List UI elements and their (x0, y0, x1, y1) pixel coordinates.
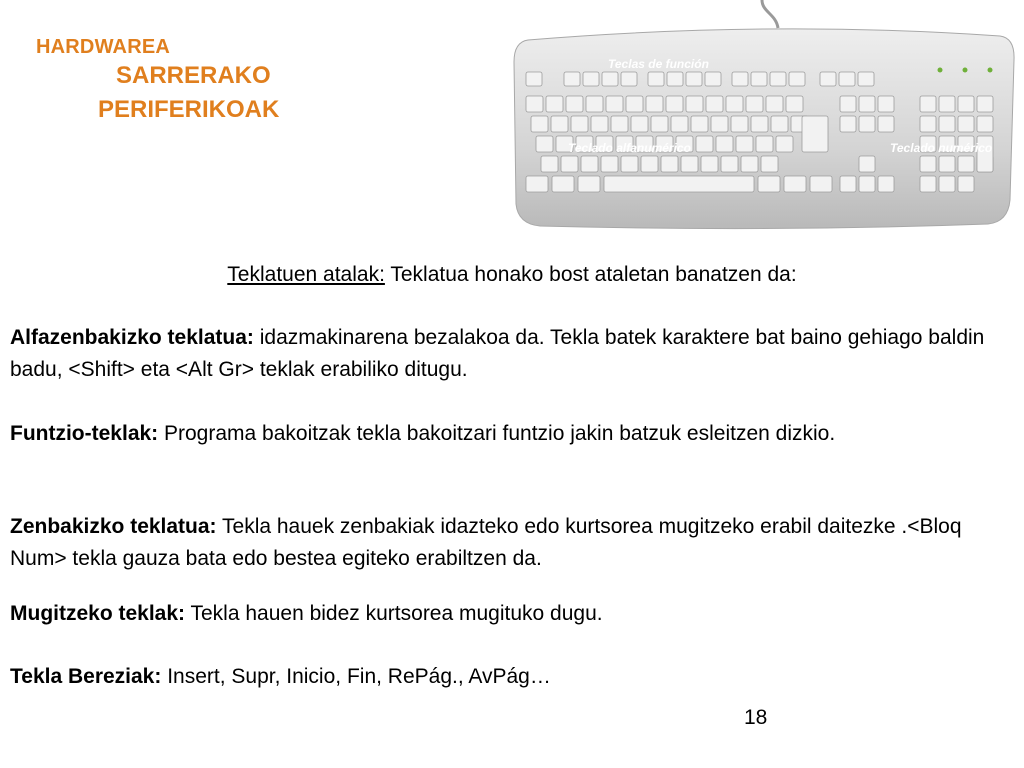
section-term: Funtzio-teklak: (10, 422, 159, 445)
key (691, 116, 708, 132)
key (526, 96, 543, 112)
key (751, 72, 767, 86)
key (958, 96, 974, 112)
key (661, 156, 678, 172)
key (859, 96, 875, 112)
key (646, 96, 663, 112)
section-navigation-keys (10, 598, 1000, 630)
led-icon (938, 68, 943, 73)
page-number: 18 (744, 706, 768, 729)
key (878, 96, 894, 112)
key (651, 116, 668, 132)
key (920, 96, 936, 112)
key (526, 72, 542, 86)
section-function-keys (10, 418, 1000, 450)
key (571, 116, 588, 132)
key (784, 176, 806, 192)
key (958, 176, 974, 192)
section-text: idazmakinarena bezalakoa da. Tekla batek karaktere bat baino gehiago baldin badu, <Shift> eta <Alt Gr> teklak erabiliko ditugu. (10, 326, 985, 381)
key (705, 72, 721, 86)
key (671, 116, 688, 132)
key (666, 96, 683, 112)
key (546, 96, 563, 112)
key (958, 156, 974, 172)
key (732, 72, 748, 86)
subtitle (0, 263, 1024, 287)
key (858, 72, 874, 86)
key (840, 116, 856, 132)
key (920, 156, 936, 172)
key (526, 176, 548, 192)
key (802, 116, 828, 152)
key (686, 96, 703, 112)
key (541, 156, 558, 172)
key (531, 116, 548, 132)
key (840, 96, 856, 112)
section-heading: HARDWAREA (36, 36, 171, 58)
section-text: Tekla hauen bidez kurtsorea mugituko dugu. (185, 602, 603, 625)
key (552, 176, 574, 192)
section-special-keys (10, 661, 1000, 693)
key (977, 96, 993, 112)
key (939, 116, 955, 132)
key (606, 96, 623, 112)
key (839, 72, 855, 86)
key (736, 136, 753, 152)
key (758, 176, 780, 192)
key (681, 156, 698, 172)
key (586, 96, 603, 112)
label-function-keys: Teclas de función (608, 57, 709, 71)
key (810, 176, 832, 192)
key (859, 176, 875, 192)
key (786, 96, 803, 112)
key (551, 116, 568, 132)
section-term: Alfazenbakizko teklatua: (10, 326, 254, 349)
key (761, 156, 778, 172)
subtitle-label: Teklatuen atalak: (227, 263, 385, 286)
key (920, 116, 936, 132)
key (878, 116, 894, 132)
key (611, 116, 628, 132)
key (591, 116, 608, 132)
key (756, 136, 773, 152)
key (601, 156, 618, 172)
key (741, 156, 758, 172)
section-numeric (10, 511, 1000, 575)
key (536, 136, 553, 152)
slide-title-line2: PERIFERIKOAK (98, 96, 280, 123)
keyboard-image (500, 0, 1020, 250)
key (789, 72, 805, 86)
key (771, 116, 788, 132)
section-text: Programa bakoitzak tekla bakoitzari funtzio jakin batzuk esleitzen dizkio. (158, 422, 836, 445)
key (746, 96, 763, 112)
key (776, 136, 793, 152)
led-icon (988, 68, 993, 73)
key (939, 96, 955, 112)
key (706, 96, 723, 112)
label-numeric: Teclado numérico (890, 141, 993, 155)
key (648, 72, 664, 86)
key (721, 156, 738, 172)
key (626, 96, 643, 112)
key (621, 156, 638, 172)
key (920, 176, 936, 192)
keyboard-cable (762, 0, 778, 28)
key (701, 156, 718, 172)
label-alphanumeric: Teclado alfanumérico (568, 141, 691, 155)
key (696, 136, 713, 152)
key (581, 156, 598, 172)
section-text: Tekla hauek zenbakiak idazteko edo kurtsorea mugitzeko erabil daitezke .<Bloq Num> tekla gauza bata edo bestea egiteko erabiltzen da. (10, 515, 962, 570)
key (770, 72, 786, 86)
section-term: Mugitzeko teklak: (10, 602, 186, 625)
key (621, 72, 637, 86)
section-alphanumeric (10, 322, 1000, 386)
key (711, 116, 728, 132)
key (602, 72, 618, 86)
key (820, 72, 836, 86)
subtitle-text: Teklatua honako bost ataletan banatzen da: (384, 263, 797, 286)
key (631, 116, 648, 132)
key (604, 176, 754, 192)
key (859, 116, 875, 132)
key (766, 96, 783, 112)
key (716, 136, 733, 152)
key (731, 116, 748, 132)
key (583, 72, 599, 86)
key (566, 96, 583, 112)
section-term: Tekla Bereziak: (10, 665, 162, 688)
key (939, 176, 955, 192)
key (751, 116, 768, 132)
key (958, 116, 974, 132)
key (859, 156, 875, 172)
key (561, 156, 578, 172)
slide-title-line1: SARRERAKO (116, 62, 271, 89)
section-term: Zenbakizko teklatua: (10, 515, 217, 538)
key (977, 116, 993, 132)
key (939, 156, 955, 172)
key (564, 72, 580, 86)
key (578, 176, 600, 192)
key (840, 176, 856, 192)
section-text: Insert, Supr, Inicio, Fin, RePág., AvPág… (161, 665, 551, 688)
key (878, 176, 894, 192)
key (641, 156, 658, 172)
key (667, 72, 683, 86)
led-icon (963, 68, 968, 73)
key (726, 96, 743, 112)
key (686, 72, 702, 86)
